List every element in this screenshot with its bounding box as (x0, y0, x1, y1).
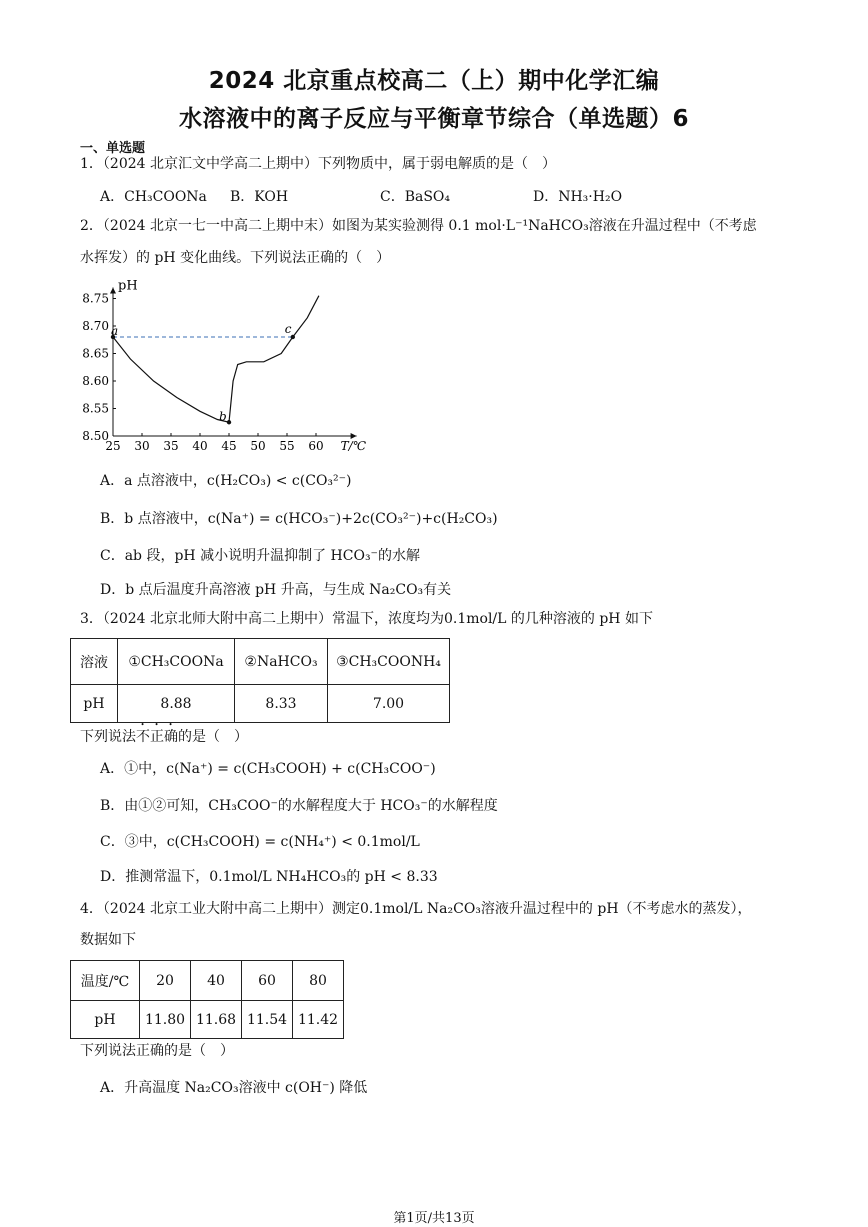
q3-option-c: C．③中，c(CH₃COOH) = c(NH₄⁺) < 0.1mol/L (100, 834, 420, 850)
y-axis-label: pH (118, 278, 138, 294)
x-tick-label: 45 (221, 439, 237, 453)
point-label-b: b (219, 409, 227, 424)
table-cell: 11.42 (293, 1001, 344, 1039)
table-cell: 7.00 (328, 685, 450, 723)
table-cell: 11.80 (140, 1001, 191, 1039)
table-header-cell: 40 (191, 961, 242, 1001)
x-tick-label: 60 (308, 439, 324, 453)
page-subtitle: 水溶液中的离子反应与平衡章节综合（单选题）6 (178, 106, 689, 132)
q2-stem-line2: 水挥发）的 pH 变化曲线。下列说法正确的（ ） (80, 250, 391, 266)
table-header-cell: ②NaHCO₃ (235, 639, 328, 685)
q4-temperature-ph-table (70, 960, 344, 1039)
q3-stem: 3．（2024 北京北师大附中高二上期中）常温下，浓度均为0.1mol/L 的几种溶液的 pH 如下 (80, 611, 653, 627)
y-tick-label: 8.65 (82, 346, 109, 361)
q1-stem: 1．（2024 北京汇文中学高二上期中）下列物质中，属于弱电解质的是（ ） (80, 156, 556, 172)
q4-prompt: 下列说法正确的是（ ） (80, 1043, 234, 1059)
q3-ph-table (70, 638, 450, 723)
table-header-cell: 60 (242, 961, 293, 1001)
q2-option-b: B．b 点溶液中，c(Na⁺) = c(HCO₃⁻)+2c(CO₃²⁻)+c(H₂CO₃) (100, 511, 498, 527)
q4-stem-line1: 4．（2024 北京工业大附中高二上期中）测定0.1mol/L Na₂CO₃溶液升温过程中的 pH（不考虑水的蒸发）， (80, 901, 752, 917)
table-header-cell: 温度/℃ (71, 961, 140, 1001)
table-cell: 11.54 (242, 1001, 293, 1039)
y-tick-label: 8.70 (82, 319, 109, 333)
q3-option-b: B．由①②可知，CH₃COO⁻的水解程度大于 HCO₃⁻的水解程度 (100, 798, 498, 814)
q4-option-a: A．升高温度 Na₂CO₃溶液中 c(OH⁻) 降低 (100, 1080, 368, 1096)
q1-option-d: D．NH₃·H₂O (533, 189, 623, 205)
q2-option-a: A．a 点溶液中，c(H₂CO₃) < c(CO₃²⁻) (100, 473, 352, 489)
q3-prompt-emphasis: 不正确 (136, 729, 178, 745)
table-header-cell: 20 (140, 961, 191, 1001)
x-tick-label: 25 (105, 439, 121, 453)
point-label-a: a (111, 324, 119, 338)
x-tick-label: 30 (134, 439, 150, 453)
y-axis-arrow (110, 288, 116, 294)
point-label-c: c (284, 322, 292, 336)
table-cell: 8.33 (235, 685, 328, 723)
ph-temperature-chart (78, 278, 368, 458)
point-b (227, 420, 231, 424)
page-number: 第1页/共13页 (393, 1211, 475, 1226)
q2-option-c: C．ab 段，pH 减小说明升温抑制了 HCO₃⁻的水解 (100, 548, 420, 564)
table-cell: 8.88 (118, 685, 235, 723)
section-label: 一、单选题 (80, 141, 146, 156)
table-cell: pH (71, 1001, 140, 1039)
table-cell: 11.68 (191, 1001, 242, 1039)
y-tick-label: 8.75 (82, 291, 109, 306)
x-tick-label: 55 (279, 439, 295, 453)
q3-option-a: A．①中，c(Na⁺) = c(CH₃COOH) + c(CH₃COO⁻) (100, 761, 436, 777)
q1-option-b: B．KOH (230, 189, 289, 205)
q2-option-d: D．b 点后温度升高溶液 pH 升高，与生成 Na₂CO₃有关 (100, 582, 452, 598)
table-header-cell: 溶液 (71, 639, 118, 685)
table-header-cell: ③CH₃COONH₄ (328, 639, 450, 685)
q3-option-d: D．推测常温下，0.1mol/L NH₄HCO₃的 pH < 8.33 (100, 869, 438, 885)
q3-prompt-prefix: 下列说法 (80, 729, 136, 745)
ph-curve-series (113, 296, 319, 423)
x-axis-label: T/℃ (340, 439, 367, 453)
table-header-cell: ①CH₃COONa (118, 639, 235, 685)
q3-prompt-suffix: 的是（ ） (178, 729, 248, 745)
q2-stem-line1: 2．（2024 北京一七一中高二上期中末）如图为某实验测得 0.1 mol·L⁻¹NaHCO₃溶液在升温过程中（不考虑 (80, 218, 757, 234)
x-tick-label: 40 (192, 439, 208, 453)
x-tick-label: 50 (250, 439, 266, 453)
q1-option-c: C．BaSO₄ (380, 189, 451, 205)
table-cell: pH (71, 685, 118, 723)
page-title: 2024 北京重点校高二（上）期中化学汇编 (208, 68, 660, 94)
q1-option-a: A．CH₃COONa (100, 189, 207, 205)
x-tick-label: 35 (163, 439, 179, 453)
q4-stem-line2: 数据如下 (80, 932, 136, 948)
y-tick-label: 8.55 (82, 401, 109, 416)
y-tick-label: 8.50 (82, 429, 109, 443)
table-header-cell: 80 (293, 961, 344, 1001)
y-tick-label: 8.60 (82, 374, 109, 388)
q3-prompt (80, 721, 248, 748)
